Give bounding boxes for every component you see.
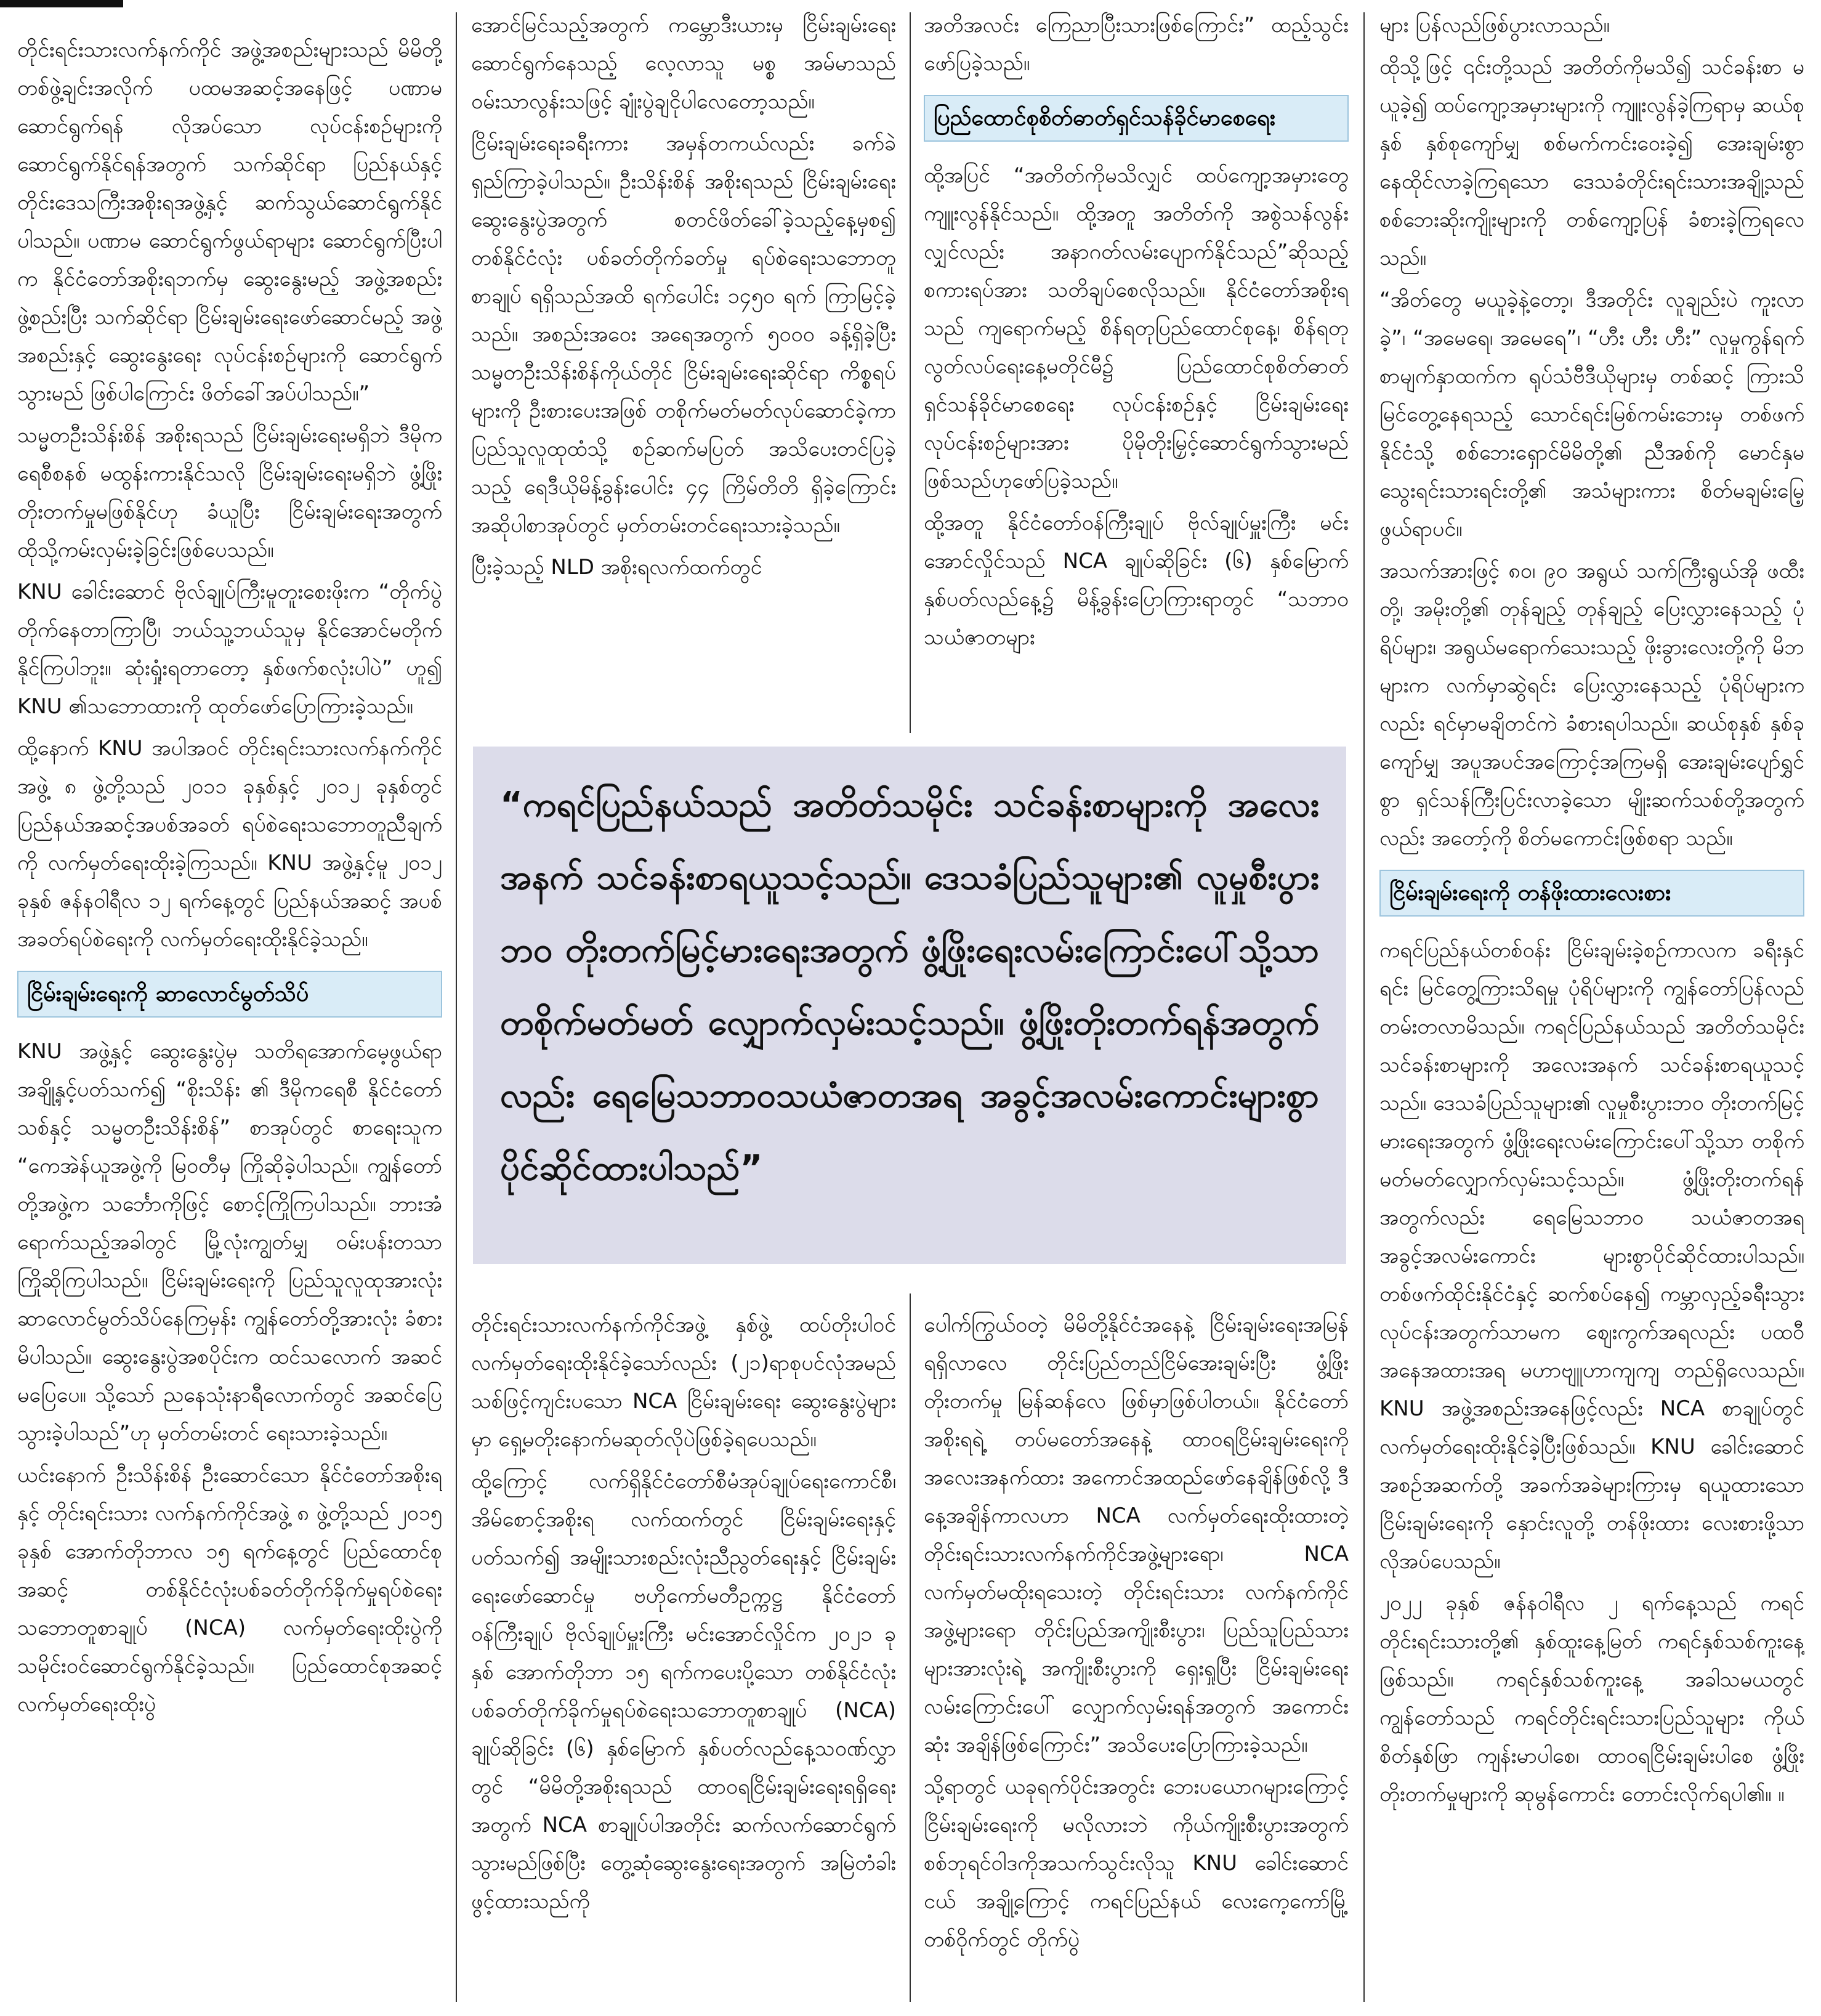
paragraph: ပေါက်ကြွယ်ဝတဲ့ မိမိတို့နိုင်ငံအနေနဲ့ ငြိမ်းချမ်းရေးအမြန်ရရှိလာလေ တိုင်းပြည်တည်ငြိမ်အေးချမ်းပြီး ဖွံ့ဖြိုးတိုးတက်မှု မြန်ဆန်လေ ဖြစ်မှာဖြစ်ပါတယ်။ နိုင်ငံတော်အစိုးရရဲ့ တပ်မတော်အနေနဲ့ ထာဝရငြိမ်းချမ်းရေးကို အလေးအနက်ထား အကောင်အထည်ဖော်နေချိန်ဖြစ်လို့ ဒီနေ့အချိန်ကာလဟာ NCA လက်မှတ်ရေးထိုးထားတဲ့ တိုင်းရင်းသားလက်နက်ကိုင်အဖွဲ့များရော၊ NCA လက်မှတ်မထိုးရသေးတဲ့ တိုင်းရင်းသား လက်နက်ကိုင်အဖွဲ့များရော တိုင်းပြည်အကျိုးစီးပွား၊ ပြည်သူပြည်သားများအားလုံးရဲ့ အကျိုးစီးပွားကို ရှေးရှုပြီး ငြိမ်းချမ်းရေးလမ်းကြောင်းပေါ် လျှောက်လှမ်းရန်အတွက် အကောင်းဆုံး အချိန်ဖြစ်ကြောင်း” အသိပေးပြောကြားခဲ့သည်။ xyxy=(924,1313,1349,1757)
paragraph: များ ပြန်လည်ဖြစ်ပွားလာသည်။ xyxy=(1379,13,1610,38)
paragraph: အောင်မြင်သည့်အတွက် ကမ္ဘောဒီးယားမှ ငြိမ်းချမ်းရေးဆောင်ရွက်နေသည့် လေ့လာသူ မစ္စ အမ်မာသည် ဝမ်းသာလွန်းသဖြင့် ချုံးပွဲချငိုပါလေတော့သည်။ xyxy=(471,13,896,114)
column-rule xyxy=(910,12,911,733)
paragraph: အတိအလင်း ကြေညာပြီးသားဖြစ်ကြောင်း” ထည့်သွင်းဖော်ပြခဲ့သည်။ xyxy=(924,13,1349,76)
column-rule xyxy=(456,12,457,2002)
column-2-top xyxy=(471,6,896,727)
column-3-top xyxy=(924,6,1349,727)
paragraph: သမ္မတဦးသိန်းစိန် အစိုးရသည် ငြိမ်းချမ်းရေးမရှိဘဲ ဒီမိုကရေစီစနစ် မထွန်းကားနိုင်သလို ငြိမ်းချမ်းရေးမရှိဘဲ ဖွံ့ဖြိုးတိုးတက်မှုမဖြစ်နိုင်ဟု ခံယူပြီး ငြိမ်းချမ်းရေးအတွက် ထိုသို့ကမ်းလှမ်းခဲ့ခြင်းဖြစ်ပေသည်။ xyxy=(17,423,442,562)
column-4 xyxy=(1379,6,1804,2002)
paragraph: တိုင်းရင်းသားလက်နက်ကိုင် အဖွဲ့အစည်းများသည် မိမိတို့ တစ်ဖွဲ့ချင်းအလိုက် ပထမအဆင့်အနေဖြင့် ပဏာမဆောင်ရွက်ရန် လိုအပ်သော လုပ်ငန်းစဉ်များကို ဆောင်ရွက်နိုင်ရန်အတွက် သက်ဆိုင်ရာ ပြည်နယ်နှင့် တိုင်းဒေသကြီးအစိုးရအဖွဲ့နှင့် ဆက်သွယ်ဆောင်ရွက်နိုင်ပါသည်။ ပဏာမ ဆောင်ရွက်ဖွယ်ရာများ ဆောင်ရွက်ပြီးပါက နိုင်ငံတော်အစိုးရဘက်မှ ဆွေးနွေးမည့် အဖွဲ့အစည်း ဖွဲ့စည်းပြီး သက်ဆိုင်ရာ ငြိမ်းချမ်းရေးဖော်ဆောင်မည့် အဖွဲ့အစည်းနှင့် ဆွေးနွေးရေး လုပ်ငန်းစဉ်များကို ဆောင်ရွက်သွားမည် ဖြစ်ပါကြောင်း ဖိတ်ခေါ်အပ်ပါသည်။” xyxy=(17,38,442,406)
paragraph: KNU ခေါင်းဆောင် ဗိုလ်ချုပ်ကြီးမူတူးစေးဖိုးက “တိုက်ပွဲတိုက်နေတာကြာပြီ၊ ဘယ်သူ့ဘယ်သူမှ နိုင်အောင်မတိုက်နိုင်ကြပါဘူး။ ဆုံးရှုံးရတာတော့ နှစ်ဖက်စလုံးပါပဲ” ဟူ၍ KNU ၏သဘောထားကို ထုတ်ဖော်ပြောကြားခဲ့သည်။ xyxy=(17,580,442,719)
paragraph: ယင်းနောက် ဦးသိန်းစိန် ဦးဆောင်သော နိုင်ငံတော်အစိုးရနှင့် တိုင်းရင်းသား လက်နက်ကိုင်အဖွဲ့ ၈ ဖွဲ့တို့သည် ၂၀၁၅ ခုနှစ် အောက်တိုဘာလ ၁၅ ရက်နေ့တွင် ပြည်ထောင်စုအဆင့် တစ်နိုင်ငံလုံးပစ်ခတ်တိုက်ခိုက်မှုရပ်စဲရေး သဘောတူစာချုပ် (NCA) လက်မှတ်ရေးထိုးပွဲကို သမိုင်းဝင်ဆောင်ရွက်နိုင်ခဲ့သည်။ ပြည်ထောင်စုအဆင့် လက်မှတ်ရေးထိုးပွဲ xyxy=(17,1463,442,1717)
paragraph: ၂၀၂၂ ခုနှစ် ဇန်နဝါရီလ ၂ ရက်နေ့သည် ကရင်တိုင်းရင်းသားတို့၏ နှစ်ထူးနေ့မြတ် ကရင်နှစ်သစ်ကူးနေ့ဖြစ်သည်။ ကရင်နှစ်သစ်ကူးနေ့ အခါသမယတွင် ကျွန်တော်သည် ကရင်တိုင်းရင်းသားပြည်သူများ ကိုယ်စိတ်နှစ်ဖြာ ကျန်းမာပါစေ၊ ထာဝရငြိမ်းချမ်းပါစေ ဖွံ့ဖြိုးတိုးတက်မှုများကို ဆုမွန်ကောင်း တောင်းလိုက်ရပါ၏။ ။ xyxy=(1379,1591,1804,1807)
section-heading: ငြိမ်းချမ်းရေးကို ဆာလောင်မွတ်သိပ် xyxy=(17,971,442,1018)
column-1 xyxy=(17,31,442,2002)
paragraph: ထို့ကြောင့် လက်ရှိနိုင်ငံတော်စီမံအုပ်ချုပ်ရေးကောင်စီ၊ အိမ်စောင့်အစိုးရ လက်ထက်တွင် ငြိမ်းချမ်းရေးနှင့်ပတ်သက်၍ အမျိုးသားစည်းလုံးညီညွတ်ရေးနှင့် ငြိမ်းချမ်းရေးဖော်ဆောင်မှု ဗဟိုကော်မတီဥက္ကဋ္ဌ နိုင်ငံတော်ဝန်ကြီးချုပ် ဗိုလ်ချုပ်မှူးကြီး မင်းအောင်လှိုင်က ၂၀၂၁ ခုနှစ် အောက်တိုဘာ ၁၅ ရက်ကပေးပို့သော တစ်နိုင်ငံလုံးပစ်ခတ်တိုက်ခိုက်မှုရပ်စဲရေးသဘောတူစာချုပ် (NCA) ချုပ်ဆိုခြင်း (၆) နှစ်မြောက် နှစ်ပတ်လည်နေ့သဝဏ်လွှာတွင် “မိမိတို့အစိုးရသည် ထာဝရငြိမ်းချမ်းရေးရရှိရေးအတွက် NCA စာချုပ်ပါအတိုင်း ဆက်လက်ဆောင်ရွက်သွားမည်ဖြစ်ပြီး တွေ့ဆုံဆွေးနွေးရေးအတွက် အမြဲတံခါးဖွင့်ထားသည်ကို xyxy=(471,1469,896,1914)
section-heading: ပြည်ထောင်စုစိတ်ဓာတ်ရှင်သန်ခိုင်မာစေရေး xyxy=(924,95,1349,142)
paragraph: ပြီးခဲ့သည့် NLD အစိုးရလက်ထက်တွင် xyxy=(471,555,762,580)
paragraph: ထို့အပြင် “အတိတ်ကိုမသိလျှင် ထပ်ကျော့အမှားတွေ ကျူးလွန်နိုင်သည်။ ထို့အတူ အတိတ်ကို အစွဲသန်လွန်းလျှင်လည်း အနာဂတ်လမ်းပျောက်နိုင်သည်”ဆိုသည့် စကားရပ်အား သတိချပ်စေလိုသည်။ နိုင်ငံတော်အစိုးရသည် ကျရောက်မည့် စိန်ရတုပြည်ထောင်စုနေ့၊ စိန်ရတုလွတ်လပ်ရေးနေ့မတိုင်မီ၌ ပြည်ထောင်စုစိတ်ဓာတ် ရှင်သန်ခိုင်မာစေရေး လုပ်ငန်းစဉ်နှင့် ငြိမ်းချမ်းရေးလုပ်ငန်းစဉ်များအား ပိုမိုတိုးမြှင့်ဆောင်ရွက်သွားမည်ဖြစ်သည်ဟုဖော်ပြခဲ့သည်။ xyxy=(924,163,1349,493)
paragraph: တိုင်းရင်းသားလက်နက်ကိုင်အဖွဲ့ နှစ်ဖွဲ့ ထပ်တိုးပါဝင်လက်မှတ်ရေးထိုးနိုင်ခဲ့သော်လည်း (၂၁)ရာစုပင်လုံအမည်သစ်ဖြင့်ကျင်းပသော NCA ငြိမ်းချမ်းရေး ဆွေးနွေးပွဲများမှာ ရှေ့မတိုးနောက်မဆုတ်လိုပဲဖြစ်ခဲ့ရပေသည်။ xyxy=(471,1313,896,1452)
section-heading: ငြိမ်းချမ်းရေးကို တန်ဖိုးထားလေးစား xyxy=(1379,870,1804,917)
pull-quote: “ကရင်ပြည်နယ်သည် အတိတ်သမိုင်း သင်ခန်းစာများကို အလေးအနက် သင်ခန်းစာရယူသင့်သည်။ ဒေသခံပြည်သူများ၏ လူမှုစီးပွားဘဝ တိုးတက်မြင့်မားရေးအတွက် ဖွံ့ဖြိုးရေးလမ်းကြောင်းပေါ်သို့သာ တစိုက်မတ်မတ် လျှောက်လှမ်းသင့်သည်။ ဖွံ့ဖြိုးတိုးတက်ရန်အတွက်လည်း ရေမြေသဘာဝသယံဇာတအရ အခွင့်အလမ်းကောင်းများစွာ ပိုင်ဆိုင်ထားပါသည်” xyxy=(473,747,1346,1264)
column-rule xyxy=(1363,12,1365,2002)
paragraph: ထို့နောက် KNU အပါအဝင် တိုင်းရင်းသားလက်နက်ကိုင်အဖွဲ့ ၈ ဖွဲ့တို့သည် ၂၀၁၁ ခုနှစ်နှင့် ၂၀၁၂ ခုနှစ်တွင် ပြည်နယ်အဆင့်အပစ်အခတ် ရပ်စဲရေးသဘောတူညီချက်ကို လက်မှတ်ရေးထိုးခဲ့ကြသည်။ KNU အဖွဲ့နှင့်မူ ၂၀၁၂ ခုနှစ် ဇန်နဝါရီလ ၁၂ ရက်နေ့တွင် ပြည်နယ်အဆင့် အပစ်အခတ်ရပ်စဲရေးကို လက်မှတ်ရေးထိုးနိုင်ခဲ့သည်။ xyxy=(17,736,442,952)
top-bar xyxy=(0,0,123,7)
paragraph: ထိုသို့ဖြင့် ၎င်းတို့သည် အတိတ်ကိုမသိ၍ သင်ခန်းစာ မယူခဲ့၍ ထပ်ကျော့အမှားများကို ကျူးလွန်ခဲ့ကြရာမှ ဆယ်စုနှစ် နှစ်စုကျော်မျှ စစ်မက်ကင်းဝေးခဲ့၍ အေးချမ်းစွာ နေထိုင်လာခဲ့ကြရသော ဒေသခံတိုင်းရင်းသားအချို့သည် စစ်ဘေးဆိုးကျိုးများကို တစ်ကျော့ပြန် ခံစားခဲ့ကြရလေသည်။ xyxy=(1379,55,1804,270)
column-2-bottom xyxy=(471,1306,896,2002)
paragraph: အသက်အားဖြင့် ၈၀၊ ၉၀ အရွယ် သက်ကြီးရွယ်အို ဖထီးတို့၊ အမိုးတို့၏ တုန်ချည့် တုန်ချည့် ပြေးလွှားနေသည့် ပုံရိပ်များ၊ အရွယ်မရောက်သေးသည့် ဖိုးခွားလေးတို့ကို မိဘများက လက်မှာဆွဲရင်း ပြေးလွှားနေသည့် ပုံရိပ်များကလည်း ရင်မှာမချိတင်ကဲ ခံစားရပါသည်။ ဆယ်စုနှစ် နှစ်ခုကျော်မျှ အပူအပင်အကြောင့်အကြမရှိ အေးချမ်းပျော်ရွှင်စွာ ရှင်သန်ကြီးပြင်းလာခဲ့သော မျိုးဆက်သစ်တို့အတွက်လည်း အတော့်ကို စိတ်မကောင်းဖြစ်စရာ သည်။ xyxy=(1379,559,1804,851)
paragraph: “အိတ်တွေ မယူခဲ့နဲ့တော့၊ ဒီအတိုင်း လူချည်းပဲ ကူးလာခဲ့”၊ “အမေရေ၊ အမေရေ”၊ “ဟီး ဟီး ဟီး” လူမှုကွန်ရက်စာမျက်နှာထက်က ရုပ်သံဗီဒီယိုများမှ တစ်ဆင့် ကြားသိမြင်တွေ့နေရသည့် သောင်ရင်းမြစ်ကမ်းဘေးမှ တစ်ဖက်နိုင်ငံသို့ စစ်ဘေးရှောင်မိမိတို့၏ ညီအစ်ကို မောင်နှမ သွေးရင်းသားရင်းတို့၏ အသံများကား စိတ်မချမ်းမြေ့ဖွယ်ရာပင်။ xyxy=(1379,288,1804,541)
column-rule xyxy=(910,1293,911,2002)
paragraph: ထို့အတူ နိုင်ငံတော်ဝန်ကြီးချုပ် ဗိုလ်ချုပ်မှူးကြီး မင်းအောင်လှိုင်သည် NCA ချုပ်ဆိုခြင်း (၆) နှစ်မြောက် နှစ်ပတ်လည်နေ့၌ မိန့်ခွန်းပြောကြားရာတွင် “သဘာဝ သယံဇာတများ xyxy=(924,511,1349,650)
column-3-bottom xyxy=(924,1306,1349,2002)
paragraph: ငြိမ်းချမ်းရေးခရီးကား အမှန်တကယ်လည်း ခက်ခဲရှည်ကြာခဲ့ပါသည်။ ဦးသိန်းစိန် အစိုးရသည် ငြိမ်းချမ်းရေးဆွေးနွေးပွဲအတွက် စတင်ဖိတ်ခေါ်ခဲ့သည့်နေ့မှစ၍ တစ်နိုင်ငံလုံး ပစ်ခတ်တိုက်ခတ်မှု ရပ်စဲရေးသဘောတူစာချုပ် ရရှိသည်အထိ ရက်ပေါင်း ၁၄၅၀ ရက် ကြာမြင့်ခဲ့သည်။ အစည်းအဝေး အရေအတွက် ၅၀၀၀ ခန့်ရှိခဲ့ပြီး သမ္မတဦးသိန်းစိန်ကိုယ်တိုင် ငြိမ်းချမ်းရေးဆိုင်ရာ ကိစ္စရပ်များကို ဦးစားပေးအဖြစ် တစိုက်မတ်မတ်လုပ်ဆောင်ခဲ့ကာ ပြည်သူလူထုထံသို့ စဉ်ဆက်မပြတ် အသိပေးတင်ပြခဲ့သည့် ရေဒီယိုမိန့်ခွန်းပေါင်း ၄၄ ကြိမ်တိတိ ရှိခဲ့ကြောင်း အဆိုပါစာအုပ်တွင် မှတ်တမ်းတင်ရေးသားခဲ့သည်။ xyxy=(471,131,896,538)
paragraph: ကရင်ပြည်နယ်တစ်ဝန်း ငြိမ်းချမ်းခဲ့စဉ်ကာလက ခရီးနှင်ရင်း မြင်တွေ့ကြားသိရမှု ပုံရိပ်များကို ကျွန်တော်ပြန်လည်တမ်းတလာမိသည်။ ကရင်ပြည်နယ်သည် အတိတ်သမိုင်း သင်ခန်းစာများကို အလေးအနက် သင်ခန်းစာရယူသင့်သည်။ ဒေသခံပြည်သူများ၏ လူမှုစီးပွားဘဝ တိုးတက်မြင့်မားရေးအတွက် ဖွံ့ဖြိုးရေးလမ်းကြောင်းပေါ်သို့သာ တစိုက်မတ်မတ်လျှောက်လှမ်းသင့်သည်။ ဖွံ့ဖြိုးတိုးတက်ရန်အတွက်လည်း ရေမြေသဘာဝ သယံဇာတအရ အခွင့်အလမ်းကောင်း များစွာပိုင်ဆိုင်ထားပါသည်။ တစ်ဖက်ထိုင်းနိုင်ငံနှင့် ဆက်စပ်နေ၍ ကမ္ဘာလှည့်ခရီးသွားလုပ်ငန်းအတွက်သာမက ဈေးကွက်အရလည်း ပထဝီအနေအထားအရ မဟာဗျူဟာကျကျ တည်ရှိလေသည်။ KNU အဖွဲ့အစည်းအနေဖြင့်လည်း NCA စာချုပ်တွင် လက်မှတ်ရေးထိုးနိုင်ခဲ့ပြီးဖြစ်သည်။ KNU ခေါင်းဆောင် အစဉ်အဆက်တို့ အခက်အခဲများကြားမှ ရယူထားသော ငြိမ်းချမ်းရေးကို နှောင်းလူတို့ တန်ဖိုးထား လေးစားဖို့သာ လိုအပ်ပေသည်။ xyxy=(1379,938,1804,1574)
paragraph: သို့ရာတွင် ယခုရက်ပိုင်းအတွင်း ဘေးပယောဂများကြောင့် ငြိမ်းချမ်းရေးကို မလိုလားဘဲ ကိုယ်ကျိုးစီးပွားအတွက် စစ်ဘုရင်ဝါဒကိုအသက်သွင်းလိုသူ KNU ခေါင်းဆောင်ငယ် အချို့ကြောင့် ကရင်ပြည်နယ် လေးကေ့ကော်မြို့ တစ်ဝိုက်တွင် တိုက်ပွဲ xyxy=(924,1775,1349,1952)
paragraph: KNU အဖွဲ့နှင့် ဆွေးနွေးပွဲမှ သတိရအောက်မေ့ဖွယ်ရာအချို့နှင့်ပတ်သက်၍ “စိုးသိန်း ၏ ဒီမိုကရေစီ နိုင်ငံတော်သစ်နှင့် သမ္မတဦးသိန်းစိန်” စာအုပ်တွင် စာရေးသူက “ကေအဲန်ယူအဖွဲ့ကို မြဝတီမှ ကြိုဆိုခဲ့ပါသည်။ ကျွန်တော်တို့အဖွဲ့က သင်္ဘောကိုဖြင့် စောင့်ကြိုကြပါသည်။ ဘားအံရောက်သည့်အခါတွင် မြို့လုံးကျွတ်မျှ ဝမ်းပန်းတသာကြိုဆိုကြပါသည်။ ငြိမ်းချမ်းရေးကို ပြည်သူလူထုအားလုံး ဆာလောင်မွတ်သိပ်နေကြမှန်း ကျွန်တော်တို့အားလုံး ခံစားမိပါသည်။ ဆွေးနွေးပွဲအစပိုင်းက ထင်သလောက် အဆင်မပြေပေ။ သို့သော် ညနေသုံးနာရီလောက်တွင် အဆင်ပြေသွားခဲ့ပါသည်”ဟု မှတ်တမ်းတင် ရေးသားခဲ့သည်။ xyxy=(17,1039,442,1446)
